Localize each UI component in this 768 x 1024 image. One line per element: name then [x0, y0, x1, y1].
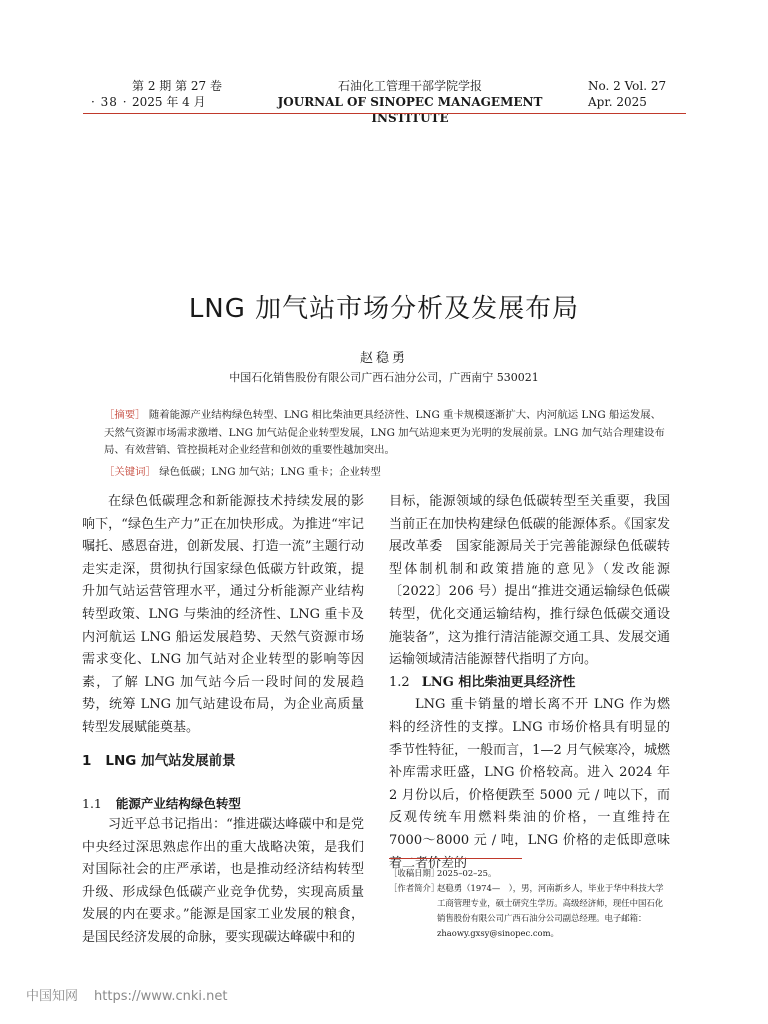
subsection-1-1-heading [82, 794, 241, 812]
header-issue-en: No. 2 Vol. 27 [588, 79, 667, 93]
article-title: LNG 加气站市场分析及发展布局 [188, 294, 580, 324]
footnote [389, 866, 671, 941]
right-paragraph-1: 目标，能源领域的绿色低碳转型至关重要，我国当前正在加快构建绿色低碳的能源体系。《国家发展改革委 国家能源局关于完善能源绿色低碳转型体制机制和政策措施的意见》（发改能源〔2022〕206 号）提出“推进交通运输绿色低碳转型，优化交通运输结构，推行绿色低碳交通设施装备”，这为推行清洁能源交通工具、发展交通运输领域清洁能源替代指明了方向。 [389, 494, 670, 668]
header-rule [83, 113, 686, 114]
abstract [104, 407, 666, 460]
section-1-1-paragraph: 习近平总书记指出：“推进碳达峰碳中和是党中央经过深思熟虑作出的重大战略决策，是我们对国际社会的庄严承诺，也是推动经济结构转型升级、形成绿色低碳产业竞争优势，实现高质量发展的内在要求。”能源是国家工业发展的粮食，是国民经济发展的命脉，要实现碳达峰碳中和的 [82, 817, 364, 945]
subsection-1-1-number: 1.1 [82, 796, 102, 811]
left-column-body [82, 814, 364, 950]
header-issue: 第 2 期 第 27 卷 [132, 79, 222, 93]
right-paragraph-2: LNG 重卡销量的增长离不开 LNG 作为燃料的经济性的支撑。LNG 市场价格具有明显的季节性特征，一般而言，1—2 月气候寒冷，城燃补库需求旺盛，LNG 价格较高。进入 2024 年 2 月份以后，价格便跌至 5000 元 / 吨以下，而反观传统车用燃料柴油的价格，一直维持在 7000～8000 元 / 吨，LNG 价格的走低即意味着二者价差的 [389, 697, 670, 871]
journal-name-cn: 石油化工管理干部学院学报 [337, 79, 482, 93]
header-issue-block [132, 78, 222, 110]
abstract-text: 随着能源产业结构绿色转型、LNG 相比柴油更具经济性、LNG 重卡规模逐渐扩大、内河航运 LNG 船运发展、天然气资源市场需求激增、LNG 加气站促企业转型发展，LNG 加气站迎来更为光明的发展前景。LNG 加气站合理建设布局、有效营销、管控损耗对企业经营和创效的重要性越加突出。 [104, 409, 665, 456]
subsection-1-2-title: LNG 相比柴油更具经济性 [421, 674, 576, 690]
keywords-text: 绿色低碳；LNG 加气站；LNG 重卡；企业转型 [159, 466, 381, 478]
abstract-label: ［摘要］ [104, 409, 146, 421]
bio-label: ［作者简介］ [389, 883, 440, 893]
intro-paragraph: 在绿色低碳理念和新能源技术持续发展的影响下，“绿色生产力”正在加快形成。为推进“牢记嘱托、感恩奋进，创新发展、打造一流”主题行动走实走深，贯彻执行国家绿色低碳方针政策，提升加气站运营管理水平，通过分析能源产业结构转型政策、LNG 与柴油的经济性、LNG 重卡及内河航运 LNG 船运发展趋势、天然气资源市场需求变化、LNG 加气站对企业转型的影响等因素，了解 LNG 加气站今后一段时间的发展趋势，统筹 LNG 加气站建设布局，为企业高质量转型发展赋能奠基。 [82, 494, 364, 735]
header-issue-en-block [588, 78, 666, 110]
author-affiliation: 中国石化销售股份有限公司广西石油分公司，广西南宁 530021 [229, 371, 539, 384]
watermark-url: https://www.cnki.net [94, 989, 228, 1004]
subsection-1-2-heading [389, 672, 670, 695]
cnki-watermark [26, 985, 227, 1004]
right-column [389, 491, 670, 875]
page-number: · 38 · [91, 95, 128, 109]
header-date-en: Apr. 2025 [588, 95, 647, 109]
keywords [104, 464, 666, 481]
section-1-number: 1 [82, 753, 92, 769]
watermark-site: 中国知网 [26, 989, 79, 1004]
footnote-received [389, 866, 671, 881]
footnote-rule [389, 858, 522, 859]
keywords-label: ［关键词］ [104, 466, 156, 478]
section-1-heading [82, 749, 236, 769]
received-date: 2025–02–25。 [437, 868, 497, 878]
left-column-intro [82, 491, 364, 740]
subsection-1-2-number: 1.2 [389, 674, 410, 690]
journal-name-en: JOURNAL OF SINOPEC MANAGEMENT INSTITUTE [277, 95, 543, 125]
footnote-bio [389, 881, 671, 941]
author-bio: 赵稳勇（1974— ），男，河南新乡人，毕业于华中科技大学工商管理专业，硕士研究生学历。高级经济师，现任中国石化销售股份有限公司广西石油分公司副总经理。电子邮箱：zhaowy.gxsy@sinopec.com。 [437, 883, 664, 938]
received-label: ［收稿日期］ [389, 868, 440, 878]
header-date: 2025 年 4 月 [132, 95, 206, 109]
subsection-1-1-title: 能源产业结构绿色转型 [115, 796, 241, 811]
article-author: 赵稳勇 [359, 351, 408, 366]
journal-name-block [245, 78, 575, 126]
section-1-title: LNG 加气站发展前景 [105, 753, 236, 769]
